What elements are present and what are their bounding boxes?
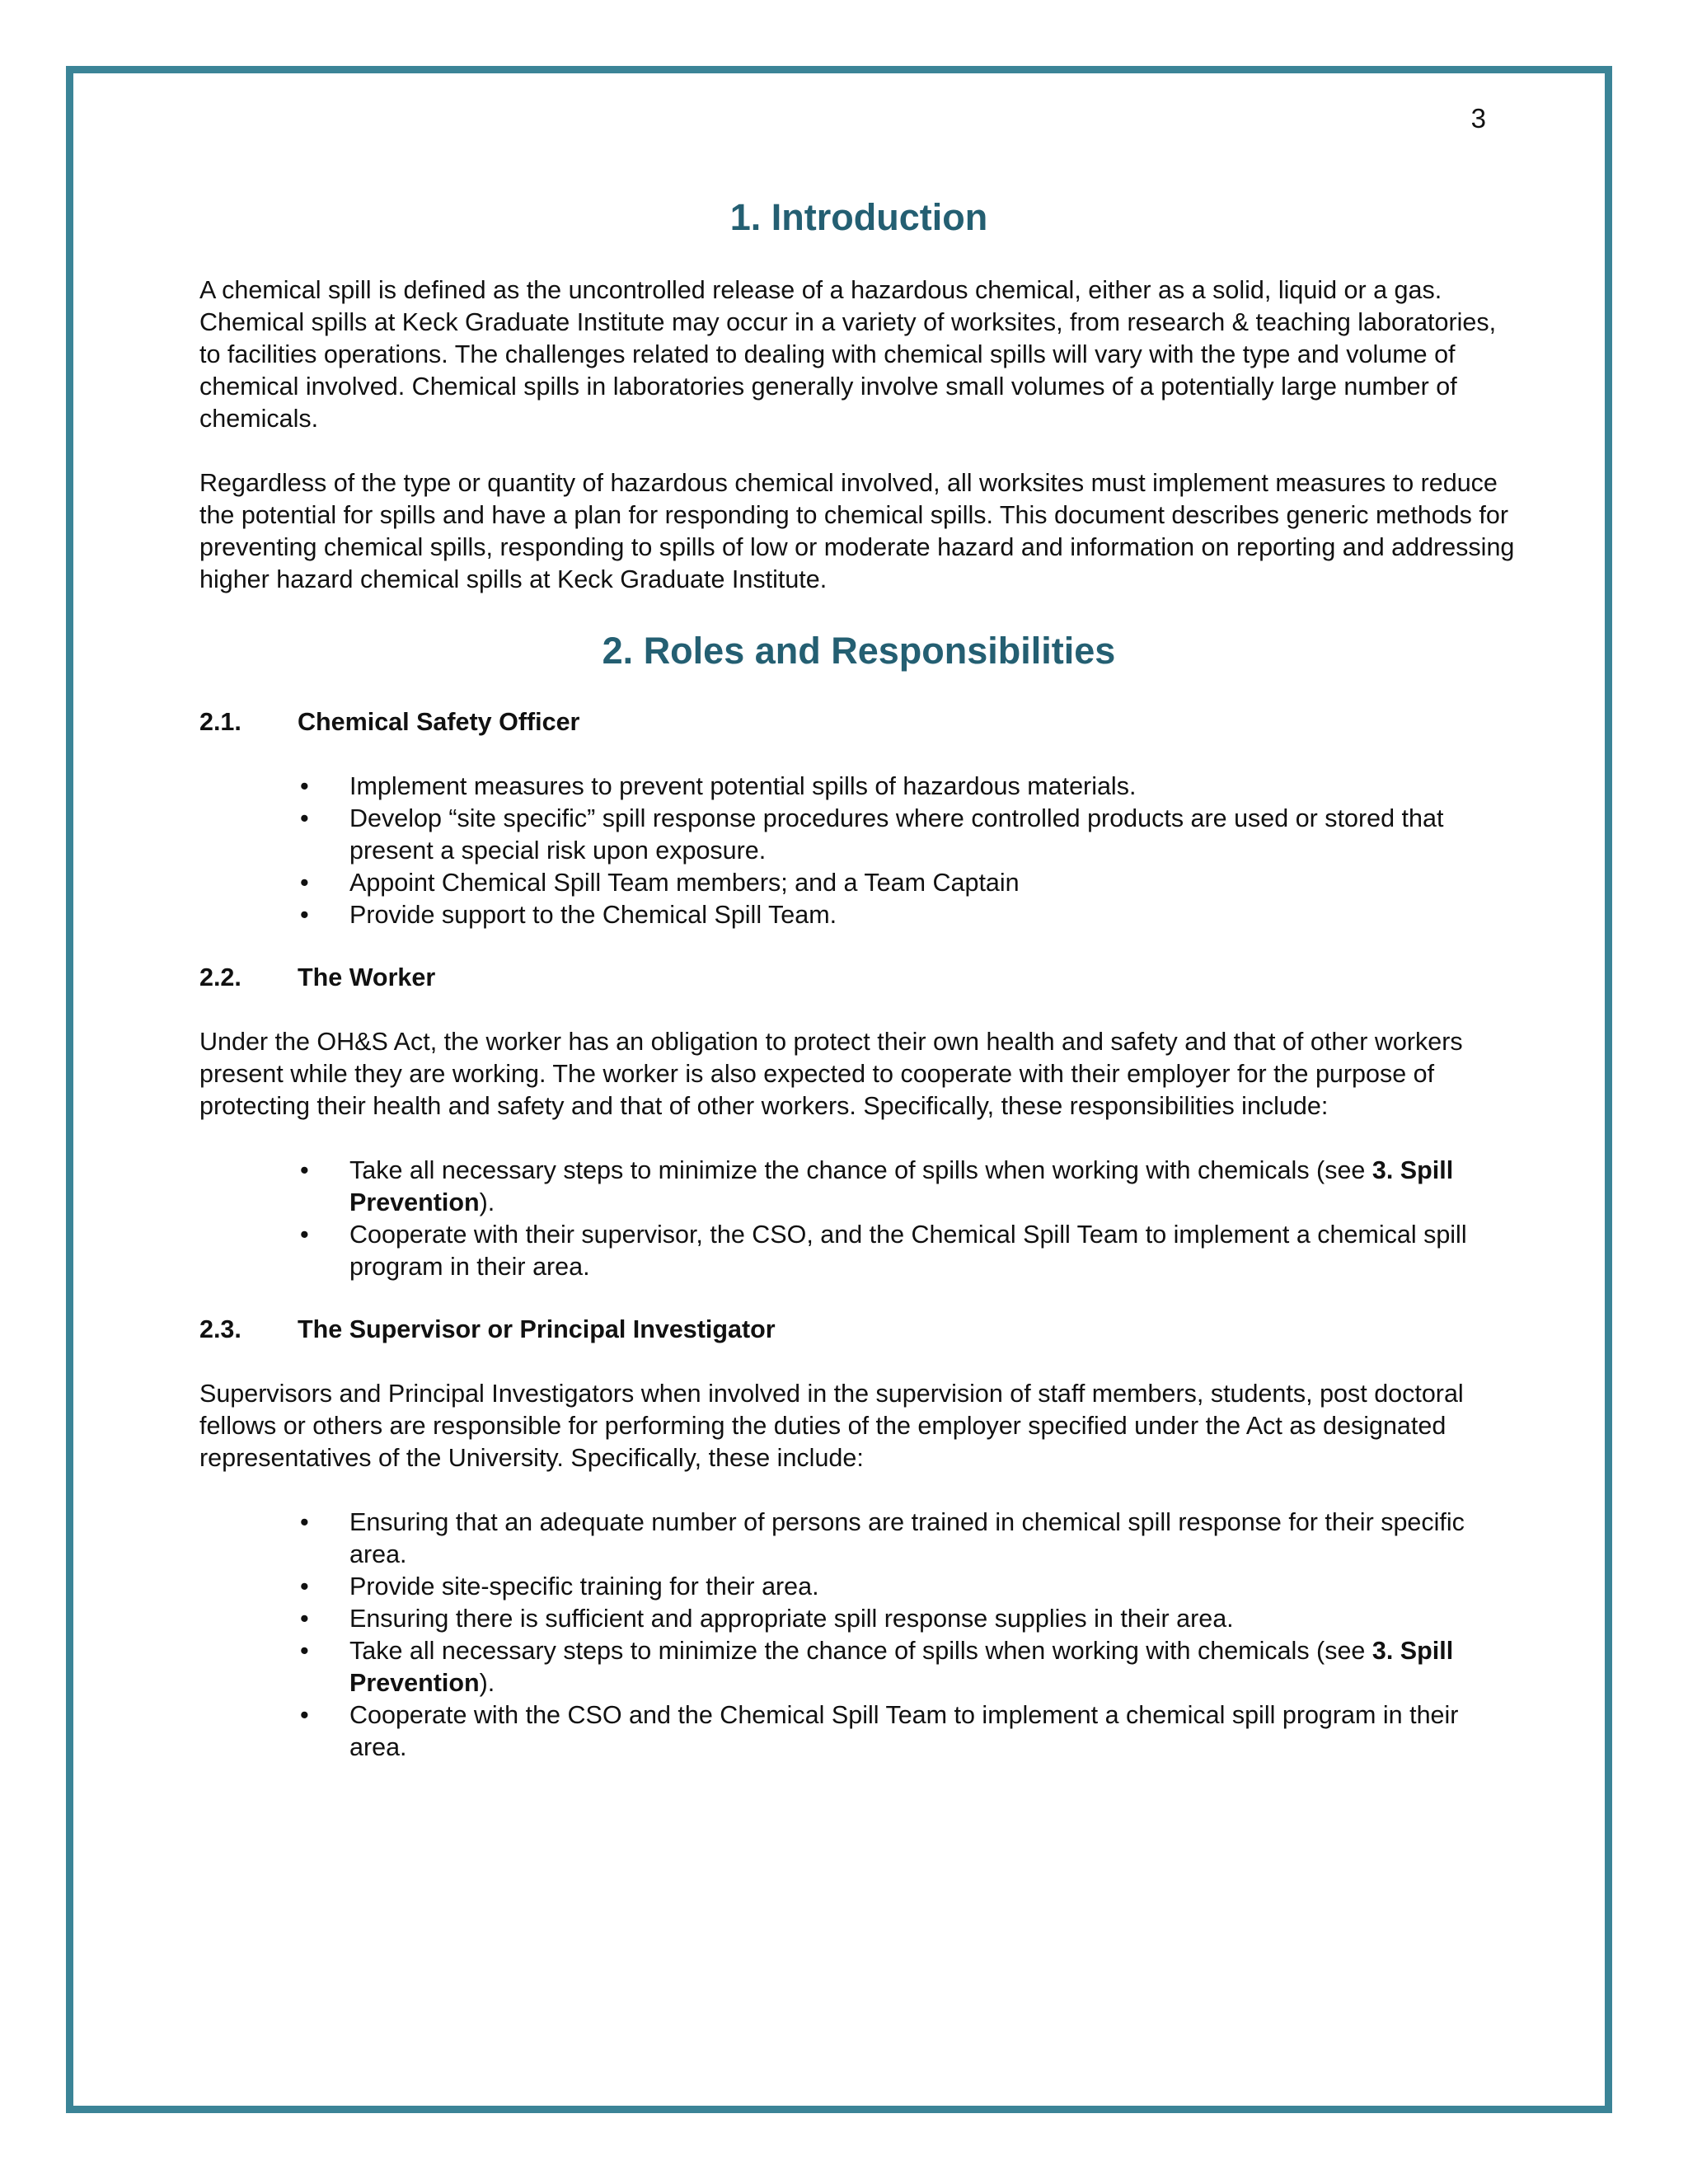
worker-bullet-list: [199, 1155, 1518, 1283]
list-item-text: Take all necessary steps to minimize the chance of spills when working with chemicals (see: [349, 1156, 1372, 1184]
subheading-number: 2.2.: [199, 963, 241, 991]
list-item: • Develop “site specific” spill response procedures where controlled products are used or stored that present a special risk upon exposure.: [300, 803, 1518, 867]
cso-bullet-list: [199, 771, 1518, 931]
heading-roles-responsibilities: 2. Roles and Responsibilities: [602, 630, 1116, 672]
list-item: • Ensuring there is sufficient and appropriate spill response supplies in their area.: [300, 1603, 1518, 1635]
worker-paragraph: Under the OH&S Act, the worker has an obligation to protect their own health and safety and that of other workers present while they are working. The worker is also expected to cooperate with their employer for the purpose of protecting their health and safety and that of other workers. Specifically, these responsibilities include:: [199, 1028, 1463, 1120]
list-item-text-end: ).: [479, 1669, 495, 1697]
heading-introduction: 1. Introduction: [729, 196, 988, 238]
list-item: • Ensuring that an adequate number of persons are trained in chemical spill response for their specific area.: [300, 1507, 1518, 1571]
subheading-number: 2.1.: [199, 708, 241, 736]
spill-prevention-reference: 3. Spill Prevention: [349, 1637, 1454, 1697]
page-number: 3: [1470, 103, 1486, 134]
list-item: [300, 1635, 1518, 1699]
supervisor-paragraph: Supervisors and Principal Investigators when involved in the supervision of staff members, students, post doctoral fellows or others are responsible for performing the duties of the employer specified under the Act as designated representatives of the University. Specifically, these include:: [199, 1380, 1464, 1472]
list-item-text: Take all necessary steps to minimize the chance of spills when working with chemicals (see: [349, 1637, 1372, 1665]
subheading-the-worker: [199, 962, 1518, 994]
spill-prevention-reference: 3. Spill Prevention: [349, 1156, 1454, 1216]
supervisor-bullet-list: [199, 1507, 1518, 1764]
list-item-text-end: ).: [479, 1188, 495, 1216]
subheading-title: The Worker: [298, 963, 436, 991]
list-item: [300, 1155, 1518, 1219]
document-body: [199, 194, 1518, 1764]
subheading-chemical-safety-officer: [199, 706, 1518, 738]
list-item: • Provide support to the Chemical Spill Team.: [300, 899, 1518, 931]
intro-paragraph-1: A chemical spill is defined as the uncontrolled release of a hazardous chemical, either as a solid, liquid or a gas. Chemical spills at Keck Graduate Institute may occur in a variety of worksites, from research & teaching laboratories, to facilities operations. The challenges related to dealing with chemical spills will vary with the type and volume of chemical involved. Chemical spills in laboratories generally involve small volumes of a potentially large number of chemicals.: [199, 276, 1497, 433]
subheading-supervisor: [199, 1314, 1518, 1346]
list-item: • Appoint Chemical Spill Team members; and a Team Captain: [300, 867, 1518, 899]
subheading-number: 2.3.: [199, 1315, 241, 1343]
list-item: • Implement measures to prevent potential spills of hazardous materials.: [300, 771, 1518, 803]
list-item: • Cooperate with the CSO and the Chemical Spill Team to implement a chemical spill program in their area.: [300, 1699, 1518, 1764]
intro-paragraph-2: Regardless of the type or quantity of hazardous chemical involved, all worksites must implement measures to reduce the potential for spills and have a plan for responding to chemical spills. This document describes generic methods for preventing chemical spills, responding to spills of low or moderate hazard and information on reporting and addressing higher hazard chemical spills at Keck Graduate Institute.: [199, 469, 1515, 593]
subheading-title: The Supervisor or Principal Investigator: [298, 1315, 776, 1343]
subheading-title: Chemical Safety Officer: [298, 708, 580, 736]
list-item: • Provide site-specific training for their area.: [300, 1571, 1518, 1603]
list-item: • Cooperate with their supervisor, the CSO, and the Chemical Spill Team to implement a chemical spill program in their area.: [300, 1219, 1518, 1283]
